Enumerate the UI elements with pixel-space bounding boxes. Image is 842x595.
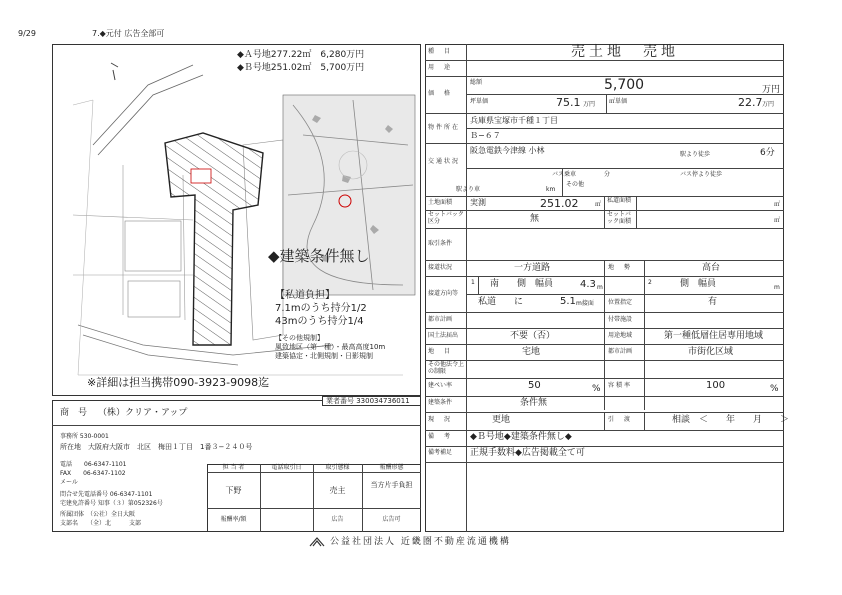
private-value: 私道 に	[478, 297, 524, 307]
road2-num: 2	[648, 279, 652, 286]
header-note: 7.◆元付 広告全部可	[92, 29, 165, 38]
coverage-pct: %	[592, 384, 601, 394]
tsubo-value: 75.1	[556, 96, 581, 109]
association-logo-icon	[308, 536, 326, 548]
station-value: 阪急電鉄今津線 小林	[470, 146, 545, 155]
company-mail: メール	[60, 479, 78, 486]
contact-note: ※詳細は担当携帯090-3923-9098迄	[87, 376, 270, 389]
far-value: 100	[706, 380, 726, 391]
build-label: 建築条件	[428, 399, 453, 406]
license-tag: 業者番号 330034736011	[326, 397, 410, 405]
plot-a-price: ◆Ａ号地277.22㎡ 6,280万円	[237, 50, 365, 60]
area-value: 251.02	[540, 197, 579, 210]
handover-label: 引 渡	[608, 416, 633, 423]
road2-value: 側 幅員	[680, 279, 717, 289]
handover-value: 相談 ＜ 年 月 ＞	[672, 415, 790, 425]
road-width-unit: m	[597, 284, 603, 291]
company-group: 所属団体 （公社）全日大阪	[60, 511, 136, 518]
land-label: 地 目	[428, 348, 453, 355]
map-panel	[52, 44, 421, 396]
status-label: 現 況	[428, 416, 453, 423]
staff-head-mode: 取引態様	[325, 464, 350, 471]
price-value: 5,700	[604, 77, 645, 93]
header-date: 9/29	[18, 29, 36, 38]
tsubo-label: 坪単価	[470, 98, 489, 105]
land-value: 宅地	[522, 347, 541, 357]
city-label: 都市計画	[608, 348, 633, 355]
setback-value: 無	[530, 214, 540, 224]
company-name: （株）クリア・アップ	[98, 408, 188, 418]
status-value: 更地	[492, 415, 511, 425]
area-kind: 実測	[470, 198, 486, 207]
use-label: 用 途	[428, 64, 453, 71]
walk-label: 駅より徒歩	[680, 151, 711, 158]
terrain-value: 高台	[702, 263, 721, 273]
staff-ad-value: 広告可	[382, 516, 401, 523]
designation-value: 有	[708, 297, 718, 307]
coverage-label: 建ぺい率	[428, 382, 453, 389]
road2-unit: m	[774, 284, 780, 291]
walk-value: 6分	[760, 148, 775, 158]
extra-value: 正規手数料◆広告掲載全て可	[470, 448, 585, 458]
staff-mode: 売主	[329, 486, 346, 495]
private-road-unit: ㎡	[774, 201, 781, 208]
condition-label: 取引条件	[428, 240, 453, 247]
property-kind: 売土地 売地	[571, 44, 679, 60]
restriction-label: その他法令上の制限	[428, 361, 465, 375]
price-unit: 万円	[762, 85, 781, 95]
company-inquiry: 問合せ先電話番号 06-6347-1101	[60, 491, 153, 498]
permit-label: 国土法届出	[428, 332, 459, 339]
footer-association: 公益社団法人 近畿圏不動産流通機構	[330, 537, 511, 547]
company-license: 宅建免許番号 知事（３）第052326号	[60, 500, 163, 507]
staff-fee: 当方片手負担	[370, 481, 413, 489]
staff-person: 下野	[225, 486, 242, 495]
private-road-label: 私道面積	[607, 197, 632, 204]
staff-head-person: 担 当 者	[222, 464, 245, 471]
plan-label: 都市計画	[428, 316, 453, 323]
other-label: その他	[566, 181, 585, 188]
road-width: 4.3	[580, 279, 596, 290]
road-burden-title: 【私道負担】	[275, 290, 335, 301]
far-label: 容積率	[608, 382, 633, 389]
frontage-unit: m接面	[576, 300, 594, 307]
company-branch: 支部名 （全）北 支部	[60, 520, 142, 527]
road-burden-1: 7.1mのうち持分1/2	[275, 303, 367, 314]
location-value: 兵庫県宝塚市千種１丁目	[470, 116, 558, 125]
company-fax: FAX 06-6347-1102	[60, 470, 126, 477]
designation-label: 位置指定	[608, 299, 633, 306]
staff-ad-label: 広告	[331, 516, 344, 523]
other-reg-1: 風致地区（第一種）・最高高度10m	[275, 343, 386, 351]
sqm-unit: 万円	[762, 101, 775, 108]
sqm-label: ㎡単価	[609, 98, 628, 105]
staff-head-fee: 報酬形態	[379, 464, 404, 471]
price-sub-label: 総額	[470, 79, 483, 86]
kind-label: 種 目	[428, 48, 453, 55]
area-unit: ㎡	[595, 201, 602, 208]
zone-label: 用途地域	[608, 332, 633, 339]
staff-head-date: 電話取引日	[271, 464, 302, 471]
setback-area-unit: ㎡	[774, 217, 781, 224]
extra-label: 備考補足	[428, 449, 453, 456]
company-office: 事務所 530-0001	[60, 433, 109, 440]
sqm-value: 22.7	[738, 96, 763, 109]
road-value: 一方道路	[514, 263, 551, 273]
remarks-value: ◆Ｂ号地◆建築条件無し◆	[470, 432, 572, 442]
lot-value: Ｂ−６７	[470, 131, 501, 140]
far-pct: %	[770, 384, 779, 394]
other-reg-title: 【その他規制】	[275, 334, 324, 342]
area-label: 土地面積	[428, 199, 453, 206]
tsubo-unit: 万円	[583, 101, 596, 108]
frontage-value: 5.1	[560, 296, 576, 307]
road-dir-num: 1	[471, 279, 475, 286]
company-name-label: 商 号	[60, 408, 88, 418]
company-address: 所在地 大阪府大阪市 北区 梅田１丁目 1番３−２４０号	[60, 443, 253, 451]
city-value: 市街化区域	[688, 347, 734, 357]
facility-label: 付帯施設	[608, 316, 633, 323]
other-reg-2: 建築協定・北側規制・日影規制	[275, 352, 373, 360]
coverage-value: 50	[528, 380, 541, 391]
price-label: 価 格	[428, 90, 453, 97]
road-dir-value: 南 側 幅員	[490, 279, 554, 289]
transport-label: 交通状況	[428, 158, 461, 165]
permit-value: 不要（否）	[510, 331, 556, 341]
remarks-label: 備 考	[428, 433, 453, 440]
build-value: 条件無	[520, 398, 548, 408]
car-label: 駅より車	[456, 186, 481, 193]
staff-rate-label: 報酬率/額	[220, 516, 247, 523]
bus-walk-label: バス停より徒歩	[680, 171, 723, 178]
road-label: 接道状況	[428, 264, 453, 271]
zone-value: 第一種低層住居専用地域	[664, 331, 764, 341]
road-dir-label: 接道方向等	[428, 290, 459, 297]
setback-area-label: セットバック面積	[607, 211, 632, 225]
road-burden-2: 43mのうち持分1/4	[275, 316, 364, 327]
terrain-label: 地 勢	[608, 264, 633, 271]
bus-ride-label: バス乗車	[552, 171, 577, 178]
building-notice: ◆建築条件無し	[268, 247, 370, 265]
bus-min-label: 分	[604, 171, 611, 178]
plot-b-price: ◆Ｂ号地251.02㎡ 5,700万円	[237, 63, 365, 73]
setback-label: セットバック区分	[428, 211, 464, 225]
company-tel: 電話 06-6347-1101	[60, 461, 127, 468]
car-unit: km	[546, 186, 556, 193]
location-label: 物件所在	[428, 124, 461, 131]
